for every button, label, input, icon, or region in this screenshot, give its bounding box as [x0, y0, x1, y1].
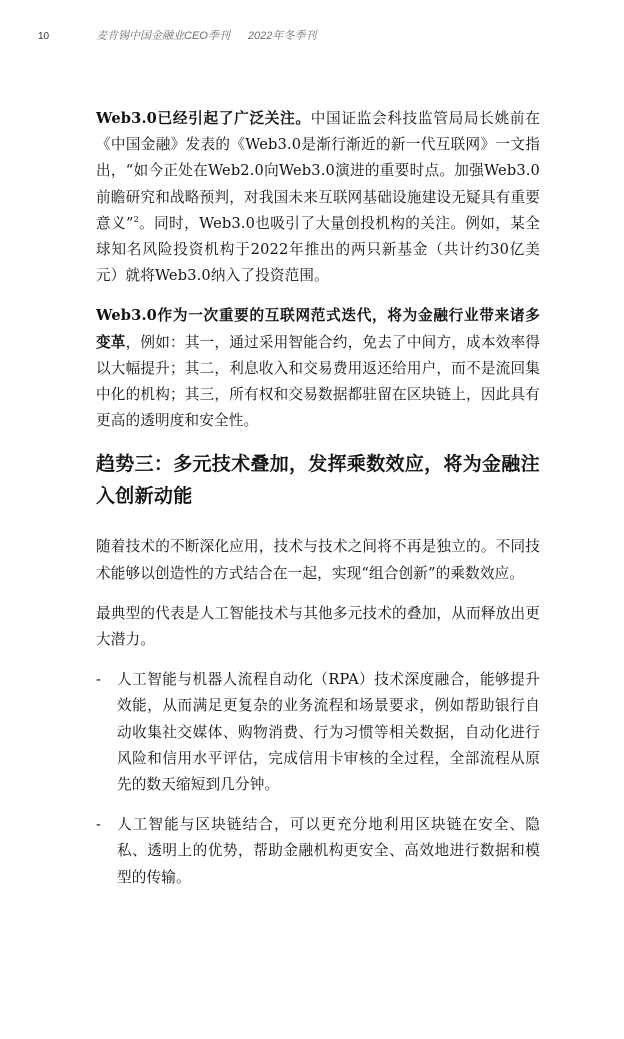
- issue-label: 2022年冬季刊: [247, 30, 317, 42]
- page-number: 10: [38, 31, 50, 42]
- bullet-dash: -: [96, 817, 102, 834]
- bullet-text: 人工智能与机器人流程自动化（RPA）技术深度融合，能够提升效能，从而满足更复杂的业务流程和场景要求，例如帮助银行自动收集社交媒体、购物消费、行为习惯等相关数据，自动化进行风险和信用水平评估，完成信用卡审核的全过程，全部流程从原先的数天缩短到几分钟。: [117, 671, 540, 794]
- paragraph-text: 中国证监会科技监管局局长姚前在《中国金融》发表的《Web3.0是渐行渐近的新一代互联网》一文指出，“如今正处在Web2.0向Web3.0演进的重要时点。加强Web3.0前瞻研究和战略预判，对我国未来互联网基础设施建设无疑具有重要意义”: [96, 110, 540, 232]
- paragraph-lead: Web3.0已经引起了广泛关注。: [96, 110, 311, 127]
- running-title: [96, 29, 316, 43]
- paragraph-ai-highlight: 最典型的代表是人工智能技术与其他多元技术的叠加，从而释放出更大潜力。: [96, 604, 540, 649]
- bullet-item-ai-blockchain: [96, 812, 540, 891]
- paragraph-combined-innovation: 随着技术的不断深化应用，技术与技术之间将不再是独立的。不同技术能够以创造性的方式结合在一起，实现“组合创新”的乘数效应。: [96, 538, 540, 582]
- paragraph-lead: Web3.0作为一次重要的互联网范式迭代，将为金融行业带来诸多变革: [96, 307, 540, 351]
- paragraph-text: ，例如：其一，通过采用智能合约，免去了中间方，成本效率得以大幅提升；其二，利息收入和交易费用返还给用户，而不是流回集中化的机构；其三，所有权和交易数据都驻留在区块链上，因此具有更高的透明度和安全性。: [96, 333, 540, 430]
- bullet-dash: -: [96, 672, 102, 689]
- bullet-text: 人工智能与区块链结合，可以更充分地利用区块链在安全、隐私、透明上的优势，帮助金融机构更安全、高效地进行数据和模型的传输。: [117, 816, 540, 886]
- paragraph-text-continued: 。同时，Web3.0也吸引了大量创投机构的关注。例如，某全球知名风险投资机构于2022年推出的两只新基金（共计约30亿美元）就将Web3.0纳入了投资范围。: [96, 214, 540, 285]
- article-body: [96, 106, 540, 905]
- footnote-marker: 2: [133, 214, 139, 224]
- paragraph-web3-transformation: [96, 303, 540, 434]
- paragraph-web3-attention: [96, 106, 540, 289]
- page-header: [0, 0, 624, 70]
- bullet-item-ai-rpa: [96, 667, 540, 798]
- publication-name: 麦肯锡中国金融业CEO季刊: [96, 30, 230, 42]
- section-heading: 趋势三：多元技术叠加，发挥乘数效应，将为金融注入创新动能: [96, 453, 540, 508]
